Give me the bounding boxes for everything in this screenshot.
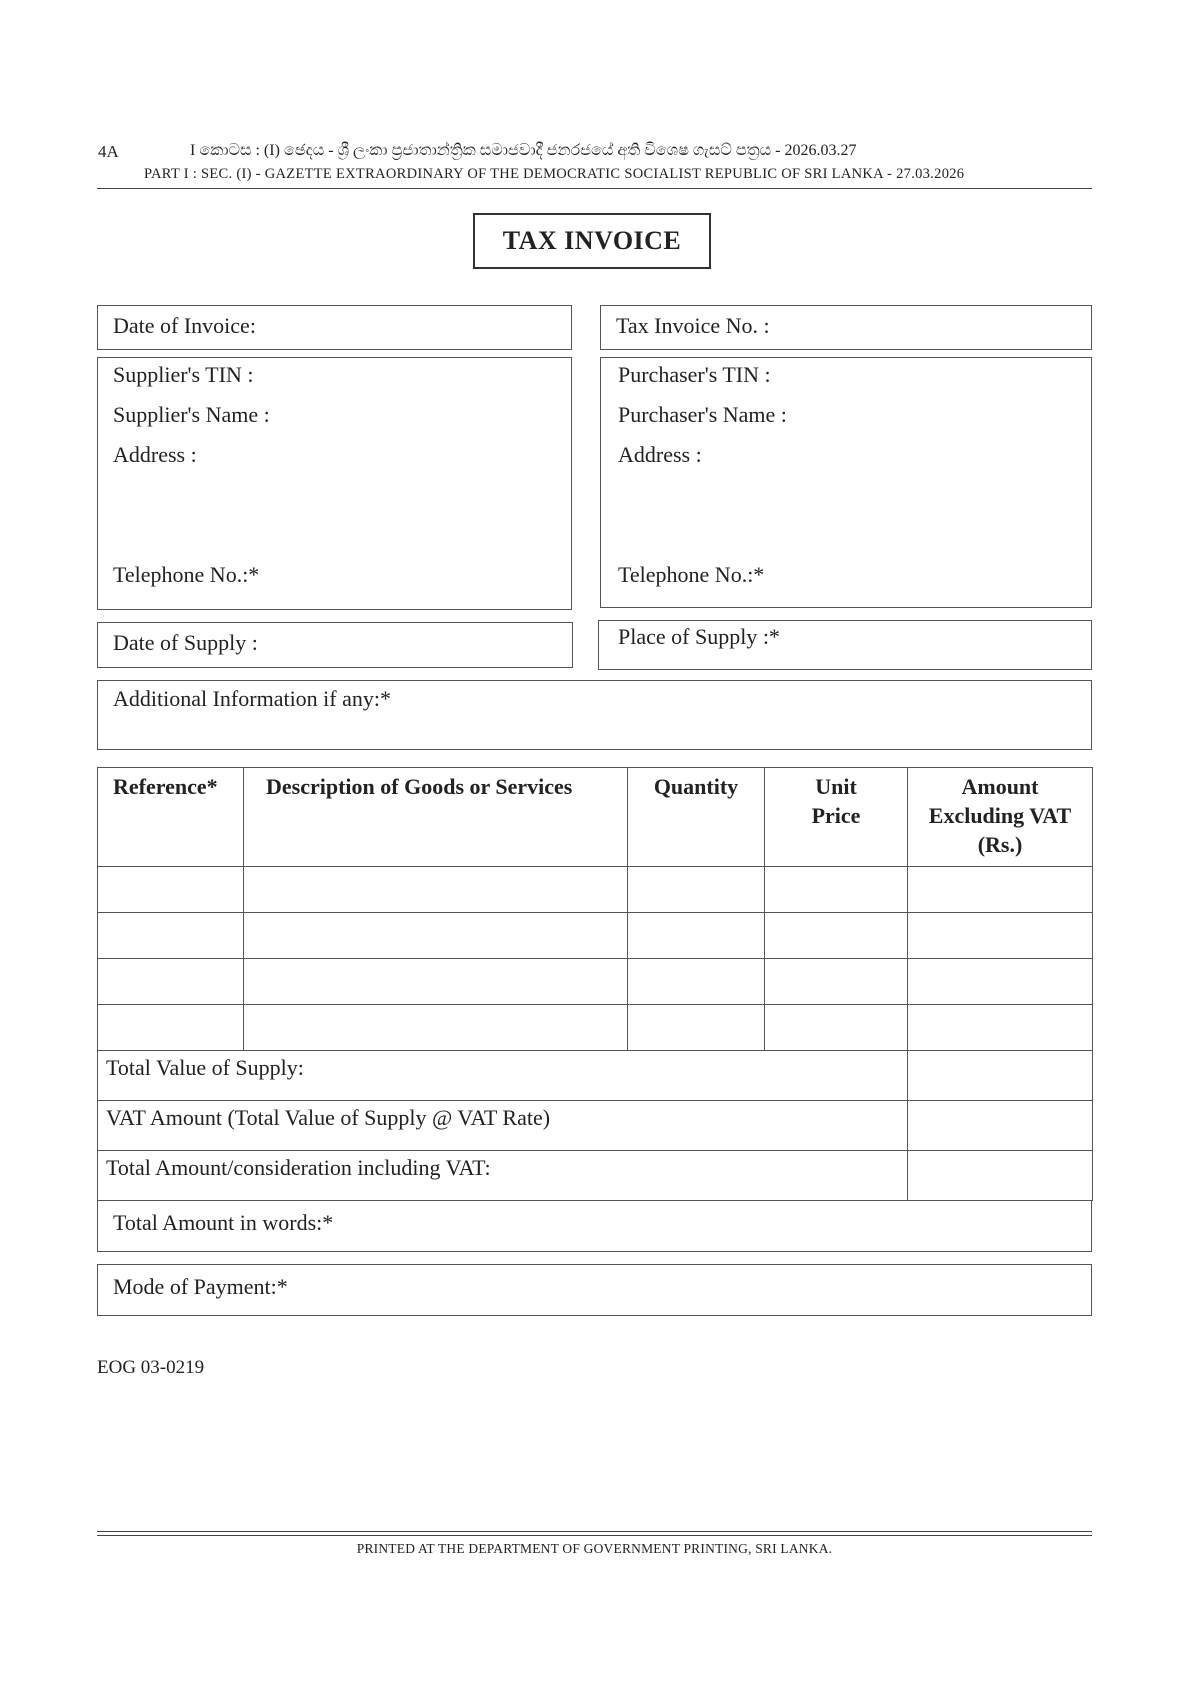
vat-amount-value[interactable]: [908, 1101, 1093, 1151]
description-cell[interactable]: [244, 959, 628, 1005]
unit-price-cell[interactable]: [765, 913, 908, 959]
table-row: [98, 913, 1093, 959]
amount-cell[interactable]: [908, 959, 1093, 1005]
supplier-box[interactable]: [97, 357, 572, 610]
header-unit-price-line1: Unit: [815, 774, 857, 799]
header-amount-line1: Amount: [961, 774, 1039, 799]
amount-cell[interactable]: [908, 867, 1093, 913]
date-of-supply-label: Date of Supply :: [113, 630, 258, 655]
amount-in-words-box[interactable]: [97, 1200, 1092, 1252]
additional-info-box[interactable]: [97, 680, 1092, 750]
footer-rule-top: [97, 1531, 1092, 1532]
purchaser-box[interactable]: [600, 357, 1092, 608]
vat-amount-row: [98, 1101, 1093, 1151]
unit-price-cell[interactable]: [765, 1005, 908, 1051]
table-row: [98, 1005, 1093, 1051]
description-cell[interactable]: [244, 1005, 628, 1051]
description-cell[interactable]: [244, 913, 628, 959]
description-cell[interactable]: [244, 867, 628, 913]
reference-cell[interactable]: [98, 913, 244, 959]
vat-amount-label: VAT Amount (Total Value of Supply @ VAT Rate): [98, 1101, 908, 1151]
purchaser-address-label: Address :: [618, 442, 702, 467]
table-row: [98, 867, 1093, 913]
header-quantity: Quantity: [628, 768, 765, 867]
header-unit-price: [765, 768, 908, 867]
mode-of-payment-label: Mode of Payment:*: [113, 1274, 288, 1299]
total-value-amount[interactable]: [908, 1051, 1093, 1101]
amount-in-words-label: Total Amount in words:*: [113, 1210, 334, 1235]
purchaser-name-label: Purchaser's Name :: [618, 402, 787, 427]
document-title: [473, 213, 711, 269]
eog-code: EOG 03-0219: [97, 1357, 205, 1378]
purchaser-tin-label: Purchaser's TIN :: [618, 362, 771, 387]
items-table: [97, 767, 1093, 1201]
date-of-supply-box[interactable]: [97, 622, 573, 668]
reference-cell[interactable]: [98, 1005, 244, 1051]
footer-rule-bottom: [97, 1535, 1092, 1536]
quantity-cell[interactable]: [628, 867, 765, 913]
place-of-supply-label: Place of Supply :*: [618, 624, 780, 649]
tax-invoice-no-label: Tax Invoice No. :: [616, 313, 770, 338]
header-amount-line3: (Rs.): [977, 832, 1023, 857]
table-row: [98, 959, 1093, 1005]
supplier-tin-label: Supplier's TIN :: [113, 362, 254, 387]
total-incl-vat-amount[interactable]: [908, 1151, 1093, 1201]
amount-cell[interactable]: [908, 913, 1093, 959]
place-of-supply-box[interactable]: [598, 620, 1092, 670]
date-of-invoice-box[interactable]: [97, 305, 572, 350]
header-english: PART I : SEC. (I) - GAZETTE EXTRAORDINARY OF THE DEMOCRATIC SOCIALIST REPUBLIC OF SRI LANKA - 27.03.2026: [144, 166, 965, 182]
header-description: Description of Goods or Services: [244, 768, 628, 867]
unit-price-cell[interactable]: [765, 959, 908, 1005]
header-reference: Reference*: [98, 768, 244, 867]
quantity-cell[interactable]: [628, 1005, 765, 1051]
header-unit-price-line2: Price: [811, 803, 861, 828]
purchaser-telephone-label: Telephone No.:*: [618, 562, 765, 587]
total-value-label: Total Value of Supply:: [98, 1051, 908, 1101]
additional-info-label: Additional Information if any:*: [113, 686, 391, 711]
quantity-cell[interactable]: [628, 913, 765, 959]
table-header-row: [98, 768, 1093, 867]
header-amount: [908, 768, 1093, 867]
tax-invoice-no-box[interactable]: [600, 305, 1092, 350]
total-value-row: [98, 1051, 1093, 1101]
supplier-telephone-label: Telephone No.:*: [113, 562, 260, 587]
printer-footer: PRINTED AT THE DEPARTMENT OF GOVERNMENT PRINTING, SRI LANKA.: [356, 1541, 833, 1556]
supplier-name-label: Supplier's Name :: [113, 402, 270, 427]
reference-cell[interactable]: [98, 867, 244, 913]
total-incl-vat-label: Total Amount/consideration including VAT:: [98, 1151, 908, 1201]
reference-cell[interactable]: [98, 959, 244, 1005]
date-of-invoice-label: Date of Invoice:: [113, 313, 256, 338]
amount-cell[interactable]: [908, 1005, 1093, 1051]
header-sinhala: I කොටස : (I) ඡෙදය - ශ්‍රී ලංකා ප්‍රජාතාන්ත්‍රික සමාජවාදී ජනරජයේ අති විශෙෂ ගැසට් පත්‍රය - 2026.03.27: [190, 142, 857, 159]
header-amount-line2: Excluding VAT: [928, 803, 1072, 828]
mode-of-payment-box[interactable]: [97, 1264, 1092, 1316]
document-title-text: TAX INVOICE: [502, 226, 682, 255]
unit-price-cell[interactable]: [765, 867, 908, 913]
supplier-address-label: Address :: [113, 442, 197, 467]
page-number: 4A: [98, 142, 119, 161]
total-incl-vat-row: [98, 1151, 1093, 1201]
quantity-cell[interactable]: [628, 959, 765, 1005]
header-rule: [97, 188, 1092, 189]
